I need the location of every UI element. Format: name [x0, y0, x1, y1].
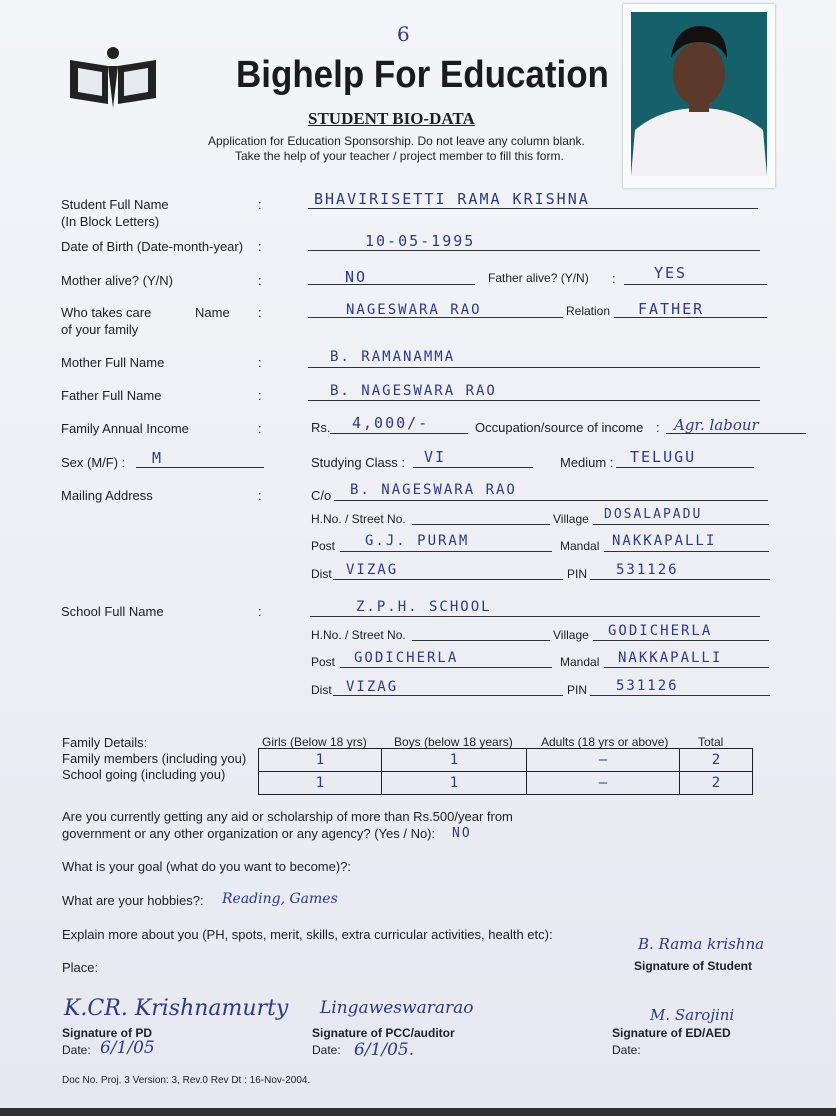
explain-question: Explain more about you (PH, spots, merit, skills, extra curricular activities, health etc): [62, 927, 553, 942]
mailing-label: Mailing Address [61, 488, 153, 503]
hobbies: Reading, Games [222, 891, 338, 907]
scan-edge [0, 1108, 836, 1116]
post: G.J. PURAM [365, 533, 470, 549]
hobbies-question: What are your hobbies?: [62, 893, 204, 908]
table-row [259, 772, 753, 795]
pcc-signature-label: Signature of PCC/auditor [312, 1026, 455, 1040]
mother-alive: NO [345, 268, 368, 286]
student-name-label: Student Full Name [61, 197, 169, 212]
family-boys: 1 [382, 749, 527, 772]
father-alive-label: Father alive? (Y/N) [488, 271, 589, 285]
col-adults: Adults (18 yrs or above) [541, 735, 669, 749]
school-total: 2 [680, 772, 753, 795]
class: VI [424, 448, 447, 466]
father-name: B. NAGESWARA RAO [330, 383, 497, 399]
post-label: Post [311, 539, 336, 553]
sex: M [152, 449, 164, 467]
pin: 531126 [616, 562, 679, 578]
mandal-label: Mandal [560, 539, 600, 553]
father-name-label: Father Full Name [61, 388, 162, 403]
school-label: School Full Name [61, 604, 164, 619]
father-alive: YES [654, 264, 688, 282]
hno-label: H.No. / Street No. [311, 512, 406, 526]
village-label: Village [553, 512, 589, 526]
medium-label: Medium : [560, 455, 614, 470]
aid-answer: NO [452, 826, 472, 841]
dist: VIZAG [346, 562, 399, 578]
class-label: Studying Class : [311, 455, 405, 470]
school-village: GODICHERLA [608, 623, 713, 639]
book-logo-icon [66, 46, 162, 112]
school-boys: 1 [382, 772, 527, 795]
care-name-label: Name [195, 305, 230, 320]
occupation: Agr. labour [674, 416, 759, 434]
student-photo [623, 4, 775, 188]
pd-signature: K.CR. Krishnamurty [64, 996, 289, 1021]
rs-label: Rs. [311, 420, 331, 435]
col-girls: Girls (Below 18 yrs) [262, 735, 367, 749]
aid-question-1: Are you currently getting any aid or scholarship of more than Rs.500/year from [62, 809, 513, 824]
medium: TELUGU [630, 448, 697, 466]
instruction-1: Application for Education Sponsorship. Do not leave any column blank. [208, 134, 585, 148]
school-village-label: Village [553, 628, 589, 642]
pd-signature-label: Signature of PD [62, 1026, 153, 1040]
place-label: Place: [62, 960, 99, 975]
pcc-date-label: Date: [312, 1043, 341, 1057]
org-name: Bighelp For Education [236, 54, 609, 96]
ed-signature-label: Signature of ED/AED [612, 1026, 731, 1040]
form-title: STUDENT BIO-DATA [308, 109, 475, 128]
col-boys: Boys (below 18 years) [394, 735, 513, 749]
occupation-label: Occupation/source of income [475, 420, 644, 435]
school-dist: VIZAG [346, 679, 399, 695]
co: B. NAGESWARA RAO [350, 482, 517, 498]
pcc-date: 6/1/05. [354, 1040, 415, 1060]
family-row1-label: Family members (including you) [62, 751, 247, 766]
mother-name: B. RAMANAMMA [330, 349, 456, 365]
instruction-2: Take the help of your teacher / project member to fill this form. [235, 149, 564, 163]
dist-label: Dist [311, 567, 332, 581]
care-label-2: of your family [61, 322, 139, 337]
ed-signature: M. Sarojini [650, 1006, 735, 1024]
biodata-form: 6 Bighelp For Education STUDENT BIO-DATA Application for Education Sponsorship. Do not leave any column blank. Take the help of your teacher / project member to fill this form. Student Full Name (In Block Letters) : BHAVIRISETTI RAMA KRISHNA Date of Birth (Date-month-year) : 10-05-1995 Mother alive? (Y/N) : NO Father alive? (Y/N) : YES Who takes care of your family Name : NAGESWARA RAO Relation FATHER Mother Full Name : B. RAMANAMMA Father Full Name : B. NAGESWARA RAO Family Annual Income : Rs. 4,000/- Occupation/source of income : Agr. labour Sex (M/F) : M Studying Class : VI Medium : TELUGU Mailing Address : C/o B. NAGESWARA RAO H.No. / Street No. Village DOSALAPADU Post G.J. PURAM Mandal NAKKAPALLI Dist VIZAG PIN 531126 School Full Name : Z.P.H. SCHOOL H.No. / Street No. Village GODICHERLA Post GODICHERLA Mandal NAKKAPALLI Dist VIZAG PIN 531126 Family Details: Family members (including you) School going (including you) Girls (Below 18 yrs) Boys (below 18 years) Adults (18 yrs or above) Total 1 1 — 2 1 1 — 2 Are you currently getting any aid or scholarship of more than Rs.500/year from government or any other organization or any agency? (Yes / No): NO What is your goal (what do you want to become)?: What are your hobbies?: Reading, Games Explain more about you (PH, spots, merit, skills, extra curricular activities, health etc): B. Rama krishna Signature of Student Place: K.CR. Krishnamurty Signature of PD Date: 6/1/05 Lingaweswararao Signature of PCC/auditor Date: 6/1/05. M. Sarojini Signature of ED/AED Date: Doc No. Proj. 3 Version: 3, Rev.0 Rev Dt : 16-Nov-2004. [0, 0, 836, 1116]
pd-date: 6/1/05 [100, 1038, 155, 1058]
table-row [259, 749, 753, 772]
relation-label: Relation [566, 304, 611, 318]
school-dist-label: Dist [311, 683, 332, 697]
co-label: C/o [311, 488, 332, 503]
school-post: GODICHERLA [354, 650, 459, 666]
mother-alive-label: Mother alive? (Y/N) [61, 273, 173, 288]
school-adults: — [527, 772, 680, 795]
sex-label: Sex (M/F) : [61, 455, 126, 470]
school-post-label: Post [311, 655, 336, 669]
family-girls: 1 [259, 749, 382, 772]
student-signature: B. Rama krishna [638, 935, 765, 953]
student-signature-label: Signature of Student [634, 959, 752, 973]
pcc-signature: Lingaweswararao [320, 998, 474, 1018]
school-pin-label: PIN [567, 683, 588, 697]
school-pin: 531126 [616, 678, 679, 694]
mandal: NAKKAPALLI [612, 533, 717, 549]
page-number: 6 [397, 22, 410, 46]
village: DOSALAPADU [604, 507, 703, 522]
family-row2-label: School going (including you) [62, 767, 226, 782]
relation: FATHER [638, 300, 705, 318]
dob: 10-05-1995 [365, 232, 476, 250]
school-mandal-label: Mandal [560, 655, 600, 669]
family-total: 2 [680, 749, 753, 772]
school-mandal: NAKKAPALLI [618, 650, 723, 666]
family-table [258, 748, 753, 795]
income: 4,000/- [352, 414, 430, 432]
footer-doc-number: Doc No. Proj. 3 Version: 3, Rev.0 Rev Dt : 16-Nov-2004. [62, 1075, 311, 1086]
school: Z.P.H. SCHOOL [356, 599, 492, 615]
care-label-1: Who takes care [61, 305, 152, 320]
aid-question-2: government or any other organization or any agency? (Yes / No): [62, 826, 436, 841]
school-hno-label: H.No. / Street No. [311, 628, 406, 642]
student-photo-image [631, 12, 767, 176]
school-girls: 1 [259, 772, 382, 795]
student-name: BHAVIRISETTI RAMA KRISHNA [314, 190, 590, 208]
care-name: NAGESWARA RAO [346, 302, 482, 318]
col-total: Total [698, 735, 724, 749]
dob-label: Date of Birth (Date-month-year) [61, 239, 244, 254]
ed-date-label: Date: [612, 1043, 641, 1057]
pin-label: PIN [567, 567, 588, 581]
student-name-sub: (In Block Letters) [61, 214, 160, 229]
goal-question: What is your goal (what do you want to become)?: [62, 859, 352, 874]
income-label: Family Annual Income [61, 421, 189, 436]
family-title: Family Details: [62, 735, 148, 750]
mother-name-label: Mother Full Name [61, 355, 165, 370]
family-adults: — [527, 749, 680, 772]
pd-date-label: Date: [62, 1043, 91, 1057]
